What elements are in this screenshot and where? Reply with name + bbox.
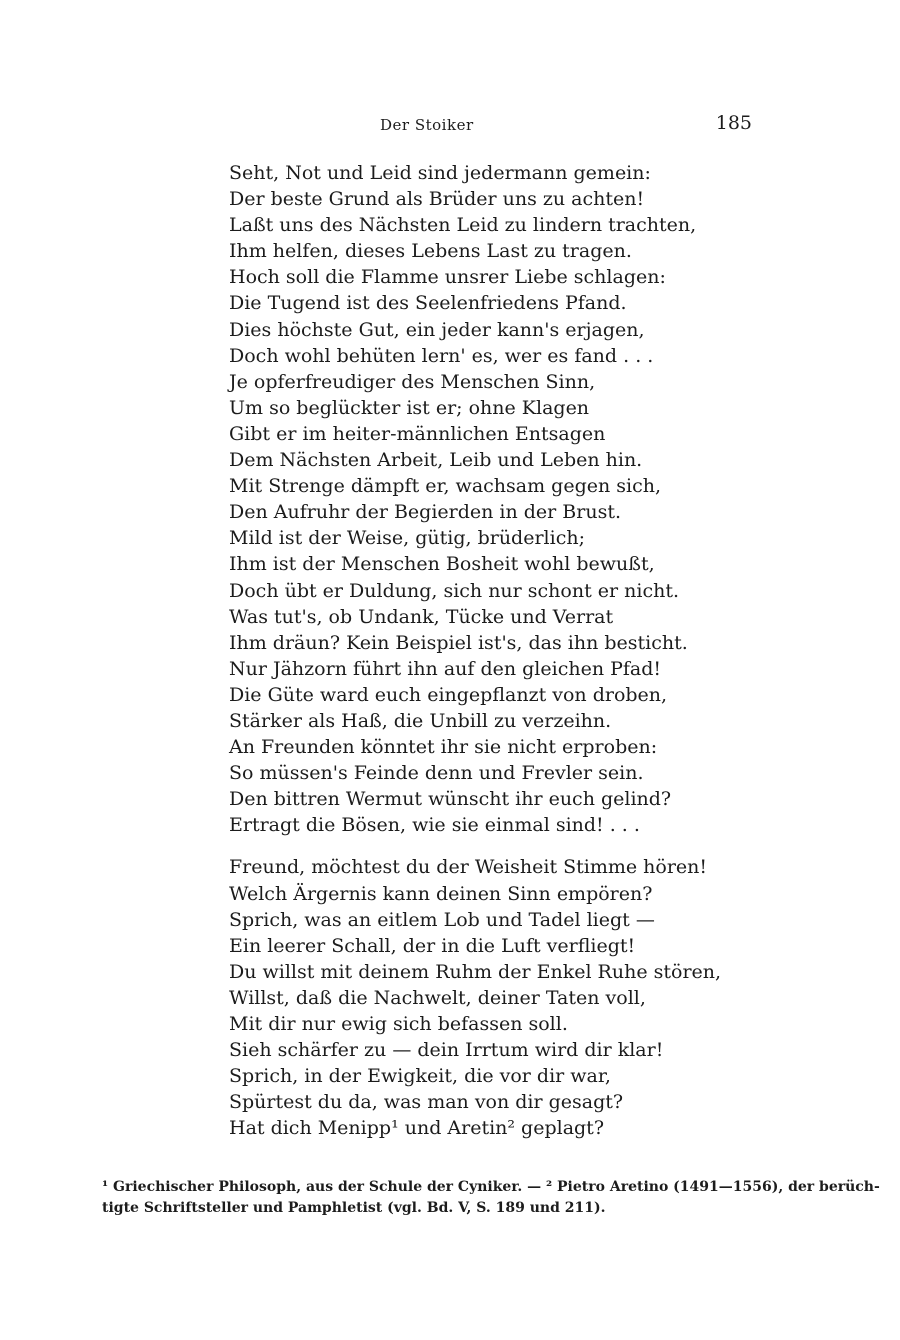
verse-line: Du willst mit deinem Ruhm der Enkel Ruhe stören, (229, 960, 722, 983)
verse-line: Die Tugend ist des Seelenfriedens Pfand. (229, 292, 627, 315)
verse-line: Doch übt er Duldung, sich nur schont er nicht. (229, 579, 680, 602)
running-title: Der Stoiker (380, 116, 474, 134)
verse-line: Dies höchste Gut, ein jeder kann's erjagen, (229, 318, 645, 341)
footnote-line: ¹ Griechischer Philosoph, aus der Schule der Cyniker. — ² Pietro Aretino (1491—1556), der berüch- (102, 1179, 880, 1195)
verse-line: Ein leerer Schall, der in die Luft verfliegt! (229, 934, 636, 957)
verse-line: Willst, daß die Nachwelt, deiner Taten voll, (229, 986, 646, 1009)
verse-line: Sieh schärfer zu — dein Irrtum wird dir klar! (229, 1039, 664, 1062)
verse-line: Freund, möchtest du der Weisheit Stimme hören! (229, 856, 708, 879)
verse-line: Die Güte ward euch eingepflanzt von droben, (229, 683, 668, 706)
verse-line: Was tut's, ob Undank, Tücke und Verrat (229, 605, 614, 628)
verse-line: Sprich, in der Ewigkeit, die vor dir war, (229, 1065, 611, 1088)
verse-line: Dem Nächsten Arbeit, Leib und Leben hin. (229, 449, 643, 472)
stanza (229, 160, 789, 838)
verse-line: Mild ist der Weise, gütig, brüderlich; (229, 527, 585, 550)
verse-line: Den Aufruhr der Begierden in der Brust. (229, 501, 621, 524)
verse-line: Ihm ist der Menschen Bosheit wohl bewußt, (229, 553, 655, 576)
footnote-line: tigte Schriftsteller und Pamphletist (vgl. Bd. V, S. 189 und 211). (102, 1200, 606, 1216)
verse-line: Hoch soll die Flamme unsrer Liebe schlagen: (229, 266, 666, 289)
verse-line: Sprich, was an eitlem Lob und Tadel liegt — (229, 908, 655, 931)
verse-line: Seht, Not und Leid sind jedermann gemein: (229, 162, 651, 184)
verse-line: Nur Jähzorn führt ihn auf den gleichen Pfad! (229, 657, 662, 680)
verse-line: Je opferfreudiger des Menschen Sinn, (229, 370, 596, 393)
verse-line: So müssen's Feinde denn und Frevler sein. (229, 762, 644, 785)
verse-line: Stärker als Haß, die Unbill zu verzeihn. (229, 709, 612, 732)
verse-line: Doch wohl behüten lern' es, wer es fand . . . (229, 344, 654, 367)
verse-line: Welch Ärgernis kann deinen Sinn empören? (229, 882, 653, 905)
page-number: 185 (715, 112, 752, 134)
verse-line: An Freunden könntet ihr sie nicht erproben: (229, 736, 658, 759)
verse-line: Ihm dräun? Kein Beispiel ist's, das ihn besticht. (229, 631, 688, 654)
verse-line: Den bittren Wermut wünscht ihr euch gelind? (229, 788, 672, 811)
verse-line: Hat dich Menipp¹ und Aretin² geplagt? (229, 1117, 605, 1140)
page-header (0, 112, 900, 140)
verse-line: Spürtest du da, was man von dir gesagt? (229, 1091, 624, 1114)
verse-line: Ihm helfen, dieses Lebens Last zu tragen. (229, 240, 632, 263)
verse-line: Ertragt die Bösen, wie sie einmal sind! . . . (229, 814, 640, 837)
verse-line: Laßt uns des Nächsten Leid zu lindern trachten, (229, 214, 697, 237)
stanza (229, 854, 789, 1141)
verse-line: Mit Strenge dämpft er, wachsam gegen sich, (229, 475, 661, 498)
verse-line: Gibt er im heiter-männlichen Entsagen (229, 422, 606, 445)
verse-line: Mit dir nur ewig sich befassen soll. (229, 1013, 568, 1035)
poem-body (229, 160, 789, 1141)
verse-line: Der beste Grund als Brüder uns zu achten! (229, 188, 645, 211)
verse-line: Um so beglückter ist er; ohne Klagen (229, 396, 590, 419)
footnotes (102, 1177, 880, 1219)
